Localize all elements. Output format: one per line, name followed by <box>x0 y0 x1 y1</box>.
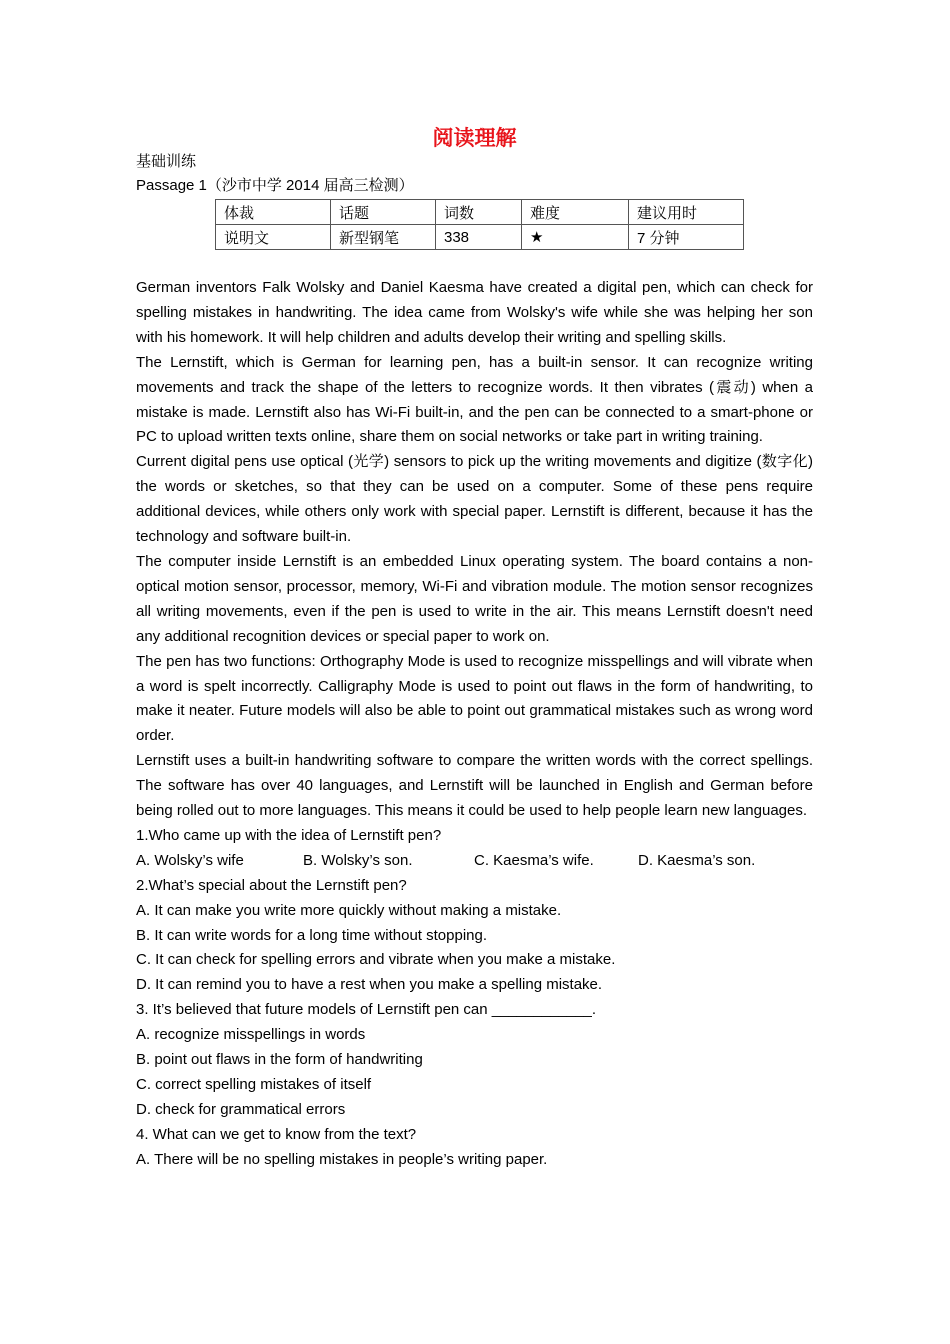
passage-body <box>136 276 813 1173</box>
option: C. correct spelling mistakes of itself <box>136 1076 372 1093</box>
paragraph: German inventors Falk Wolsky and Daniel Kaesma have created a digital pen, which can check for spelling mistakes in handwriting. The idea came from Wolsky's wife while she was helping her son with his homework. It will help children and adults develop their writing and spelling skills. <box>136 279 813 346</box>
table-cell: 7 分钟 <box>629 225 744 250</box>
table-cell: 难度 <box>522 200 629 225</box>
paragraph: The Lernstift, which is German for learning pen, has a built-in sensor. It can recognize writing movements and track the shape of the letters to recognize words. It then vibrates (震动) when a mistake is made. Lernstift also has Wi-Fi built-in, and the pen can be connected to a smart-phone or PC to upload written texts online, share them on social networks or take part in writing training. <box>136 353 813 446</box>
question-options <box>136 849 813 874</box>
paragraph: The pen has two functions: Orthography Mode is used to recognize misspellings and will vibrate when a word is spelt incorrectly. Calligraphy Mode is used to point out flaws in the form of handwriting, to make it neater. Future models will also be able to point out grammatical mistakes such as wrong word order. <box>136 652 813 745</box>
difficulty-star-icon: ★ <box>522 225 629 250</box>
option: A. Wolsky’s wife <box>136 851 244 869</box>
table-cell: 新型钢笔 <box>331 225 436 250</box>
option: D. Kaesma’s son. <box>638 851 756 869</box>
option: B. It can write words for a long time without stopping. <box>136 926 487 944</box>
question-stem: 1.Who came up with the idea of Lernstift pen? <box>136 826 442 844</box>
option: D. check for grammatical errors <box>136 1100 346 1118</box>
passage-meta-table <box>215 199 744 250</box>
paragraph: The computer inside Lernstift is an embedded Linux operating system. The board contains a non-optical motion sensor, processor, memory, Wi-Fi and vibration module. The motion sensor recognizes all writing movements, even if the pen is used to write in the air. This means Lernstift doesn't need any additional recognition devices or special paper to work on. <box>136 552 813 645</box>
passage-label: Passage 1（沙市中学 2014 届高三检测） <box>136 177 414 194</box>
question-stem: 4. What can we get to know from the text? <box>136 1125 417 1143</box>
paragraph: Lernstift uses a built-in handwriting software to compare the written words with the correct spellings. The software has over 40 languages, and Lernstift will be launched in English and German before being rolled out to more languages. This means it could be used to help people learn new languages. <box>136 752 813 820</box>
question-stem: 2.What’s special about the Lernstift pen? <box>136 876 407 894</box>
question-stem: 3. It’s believed that future models of Lernstift pen can ____________. <box>136 1001 597 1019</box>
table-cell: 词数 <box>436 200 522 225</box>
option: B. point out flaws in the form of handwriting <box>136 1051 423 1069</box>
section-heading: 基础训练 <box>136 152 197 170</box>
option: A. There will be no spelling mistakes in people’s writing paper. <box>136 1150 548 1168</box>
table-cell: 体裁 <box>216 200 331 225</box>
table-cell: 建议用时 <box>629 200 744 225</box>
option: A. It can make you write more quickly without making a mistake. <box>136 901 562 919</box>
option: C. Kaesma’s wife. <box>474 851 594 869</box>
table-header-row <box>216 200 744 225</box>
table-cell: 话题 <box>331 200 436 225</box>
table-row <box>216 225 744 250</box>
option: D. It can remind you to have a rest when you make a spelling mistake. <box>136 976 603 994</box>
table-cell: 338 <box>436 225 522 250</box>
option: C. It can check for spelling errors and vibrate when you make a mistake. <box>136 951 616 969</box>
page-title: 阅读理解 <box>432 126 517 150</box>
option: A. recognize misspellings in words <box>136 1026 366 1044</box>
table-cell: 说明文 <box>216 225 331 250</box>
option: B. Wolsky’s son. <box>303 851 413 869</box>
paragraph: Current digital pens use optical (光学) sensors to pick up the writing movements and digitize (数字化) the words or sketches, so that they can be used on a computer. Some of these pens require additional devices, while others only work with special paper. Lernstift is different, because it has the technology and software built-in. <box>136 453 813 546</box>
